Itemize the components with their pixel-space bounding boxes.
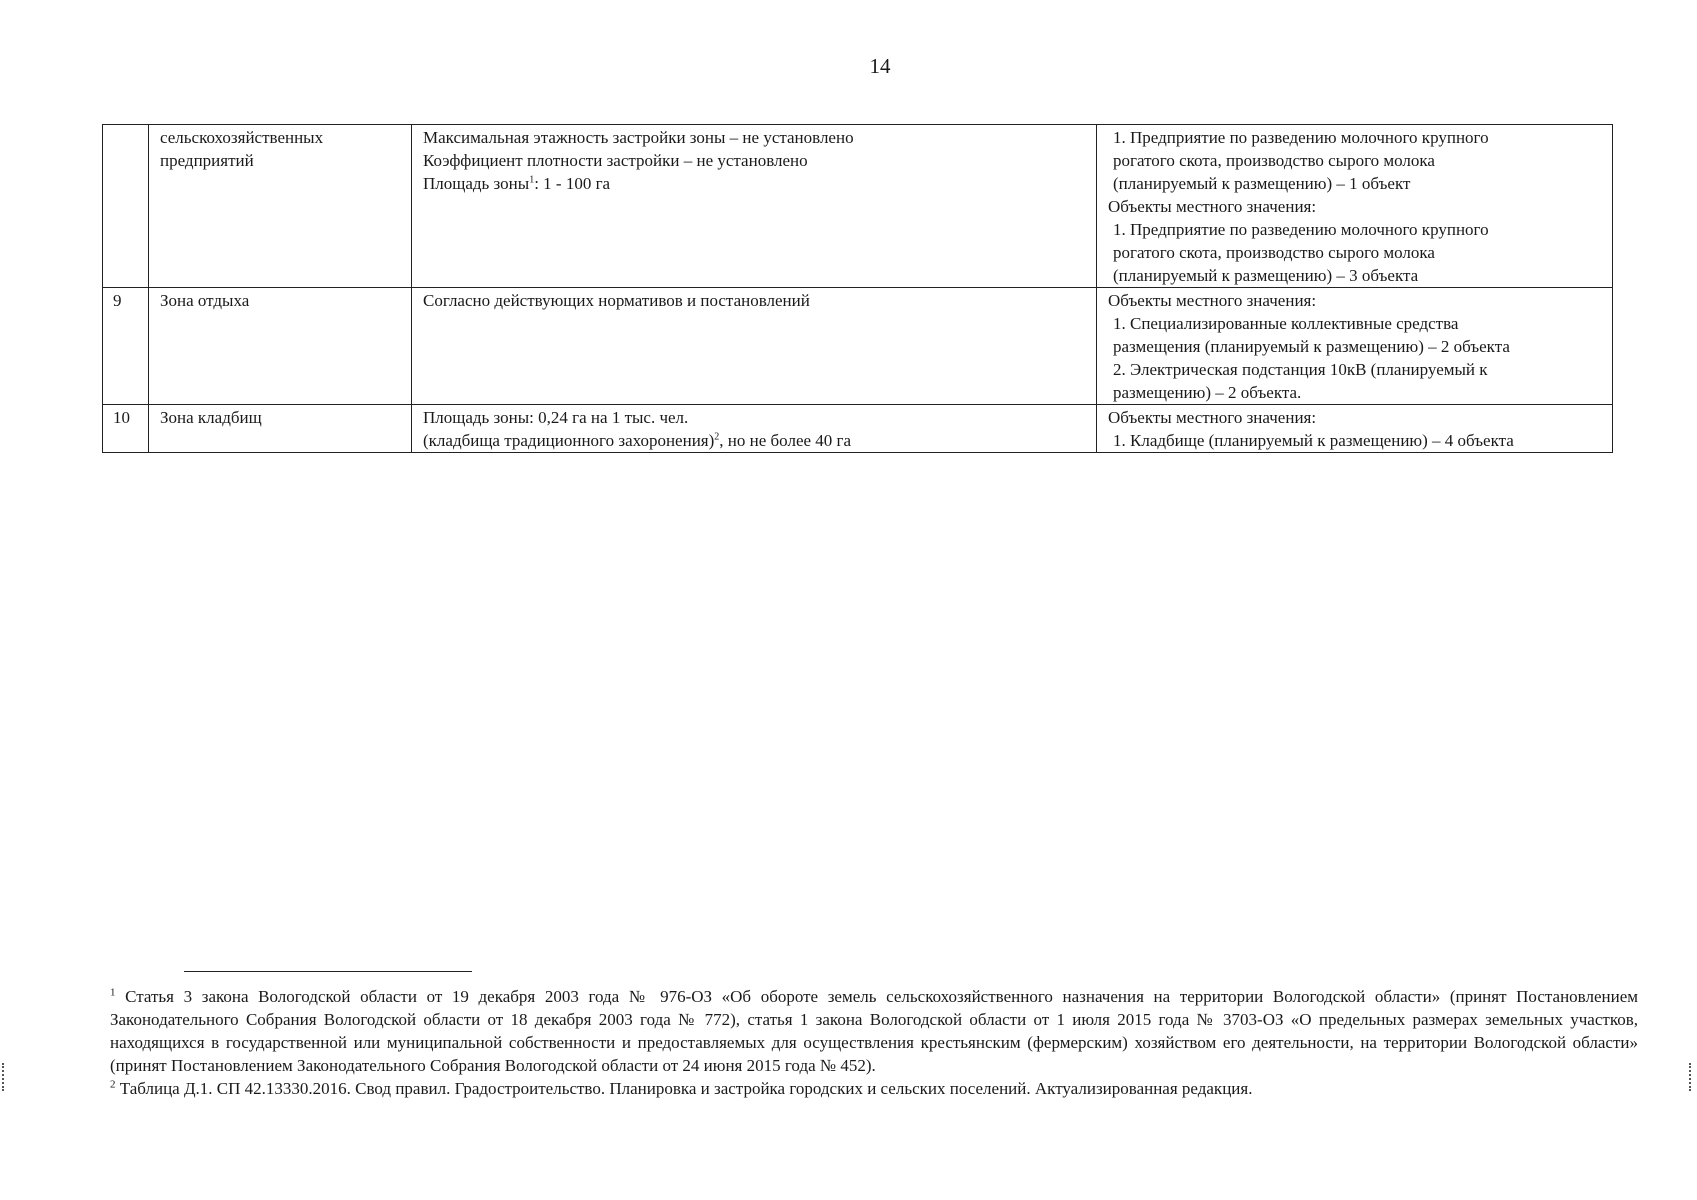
object-line: размещения (планируемый к размещению) – 2 объекта (1113, 337, 1510, 356)
object-line: рогатого скота, производство сырого молока (1113, 243, 1435, 262)
table-row (103, 405, 1613, 453)
object-line: 1. Кладбище (планируемый к размещению) – 4 объекта (1113, 431, 1514, 450)
zone-name-cell (149, 405, 412, 453)
parameter-line (423, 126, 1088, 149)
object-line: 1. Специализированные коллективные средства (1113, 314, 1459, 333)
table-row (103, 288, 1613, 405)
table-row (103, 125, 1613, 288)
footnote-mark: 1 (110, 986, 116, 999)
parameter-text-after: , но не более 40 га (719, 431, 852, 450)
planned-objects-cell (1097, 405, 1613, 453)
row-number-cell (103, 405, 149, 453)
footnote-reference: 2 (714, 431, 720, 443)
zone-parameters-cell (412, 125, 1097, 288)
footnote-reference: 1 (529, 174, 535, 186)
footnotes (110, 985, 1638, 1100)
page-number: 14 (869, 54, 891, 78)
footnote-2 (110, 1077, 1638, 1100)
footnote-mark: 2 (110, 1078, 116, 1091)
zone-parameters-cell (412, 288, 1097, 405)
parameter-text: Коэффициент плотности застройки – не установлено (423, 151, 808, 170)
zone-name-cell (149, 288, 412, 405)
parameter-line (423, 172, 1088, 195)
zone-name-line: Зона отдыха (160, 291, 250, 310)
footnote-1 (110, 985, 1638, 1077)
object-line: (планируемый к размещению) – 1 объект (1113, 174, 1411, 193)
scan-edge-mark-left (2, 1063, 10, 1091)
zone-name-line: предприятий (160, 151, 254, 170)
object-line: размещению) – 2 объекта. (1113, 383, 1302, 402)
zone-parameters-cell (412, 405, 1097, 453)
footnote-separator (184, 971, 472, 972)
object-line: 2. Электрическая подстанция 10кВ (планируемый к (1113, 360, 1488, 379)
row-number: 9 (113, 291, 122, 310)
parameter-text: Площадь зоны (423, 174, 530, 193)
parameter-text: Согласно действующих нормативов и постановлений (423, 291, 810, 310)
planned-objects-cell (1097, 125, 1613, 288)
parameter-text: (кладбища традиционного захоронения) (423, 431, 715, 450)
parameter-line (423, 429, 1088, 452)
row-number-cell (103, 125, 149, 288)
object-line: Объекты местного значения: (1108, 291, 1317, 310)
object-line: рогатого скота, производство сырого молока (1113, 151, 1435, 170)
parameter-text-after: : 1 - 100 га (534, 174, 611, 193)
footnote-text: Таблица Д.1. СП 42.13330.2016. Свод правил. Градостроительство. Планировка и застройка городских и сельских поселений. Актуализированная редакция. (115, 1079, 1253, 1098)
zones-table (102, 124, 1613, 453)
object-line: Объекты местного значения: (1108, 408, 1317, 427)
object-line: (планируемый к размещению) – 3 объекта (1113, 266, 1419, 285)
footnote-text: Статья 3 закона Вологодской области от 19 декабря 2003 года № 976-ОЗ «Об обороте земель сельскохозяйственного назначения на территории Вологодской области» (принят Постановлением Законодательного Собрания Вологодской области от 18 декабря 2003 года № 772), статья 1 закона Вологодской области от 1 июля 2015 года № 3703-ОЗ «О предельных размерах земельных участков, находящихся в государственной или муниципальной собственности и предоставляемых для осуществления крестьянским (фермерским) хозяйством его деятельности, на территории Вологодской области» (принят Постановлением Законодательного Собрания Вологодской области от 24 июня 2015 года № 452). (110, 987, 1638, 1075)
zone-name-cell (149, 125, 412, 288)
planned-objects-cell (1097, 288, 1613, 405)
parameter-line (423, 289, 1088, 312)
parameter-text: Площадь зоны: 0,24 га на 1 тыс. чел. (423, 408, 689, 427)
parameter-text: Максимальная этажность застройки зоны – не установлено (423, 128, 854, 147)
object-line: Объекты местного значения: (1108, 197, 1317, 216)
object-line: 1. Предприятие по разведению молочного крупного (1113, 220, 1489, 239)
row-number: 10 (113, 408, 130, 427)
zone-name-line: Зона кладбищ (160, 408, 262, 427)
zone-name-line: сельскохозяйственных (160, 128, 324, 147)
parameter-line (423, 406, 1088, 429)
scan-edge-mark-right (1689, 1063, 1697, 1091)
object-line: 1. Предприятие по разведению молочного крупного (1113, 128, 1489, 147)
parameter-line (423, 149, 1088, 172)
row-number-cell (103, 288, 149, 405)
